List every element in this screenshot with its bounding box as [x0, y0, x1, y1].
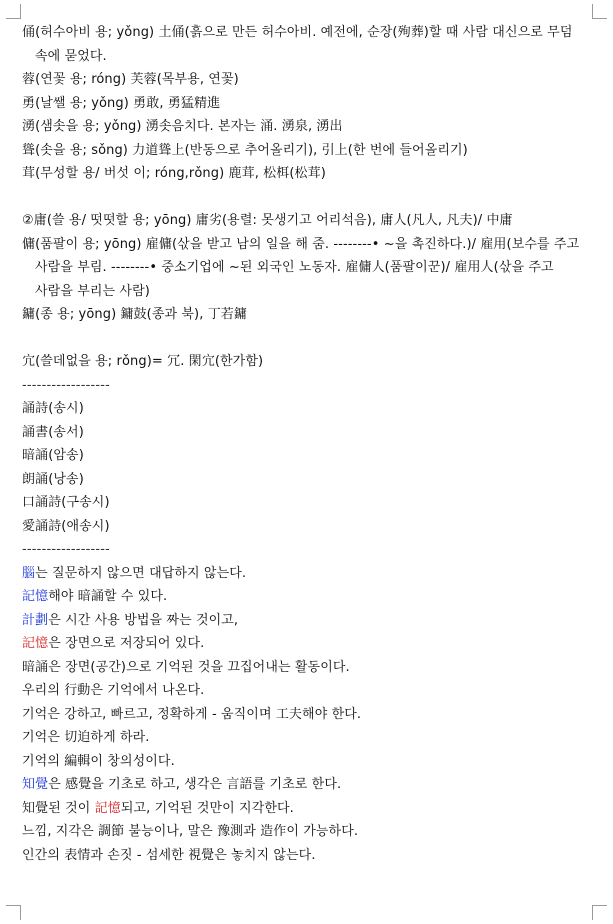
text-run: 기억의 編輯이 창의성이다. — [22, 753, 175, 769]
paragraph — [22, 703, 590, 727]
text-run: 해야 暗誦할 수 있다. — [48, 589, 168, 604]
highlight-red: 記憶 — [22, 636, 49, 651]
text-run: 기억은 강하고, 빠르고, 정확하게 - 움직이며 工夫해야 한다. — [22, 706, 362, 722]
separator-line — [22, 374, 590, 398]
paragraph — [22, 303, 590, 327]
text-run: 鏞(종 용; yōng) 鏞鼓(종과 북), 丁若鏞 — [22, 307, 247, 322]
paragraph — [22, 21, 590, 68]
paragraph — [22, 679, 590, 703]
paragraph — [22, 421, 590, 445]
paragraph — [22, 750, 590, 774]
text-run: 되고, 기억된 것만이 지각한다. — [120, 800, 294, 816]
text-run: 誦書(송서) — [22, 424, 84, 440]
paragraph — [22, 656, 590, 680]
text-run: 은 시간 사용 방법을 짜는 것이고, — [48, 612, 239, 628]
text-run: 宂(쓸데없을 용; rǒng)= 冗. 閑宂(한가함) — [22, 354, 264, 369]
text-run: 勇(날쌜 용; yǒng) 勇敢, 勇猛精進 — [22, 95, 221, 111]
crop-mark-top-left — [6, 4, 21, 19]
paragraph — [22, 209, 590, 233]
highlight-blue: 記憶 — [22, 589, 49, 604]
highlight-blue: 腦 — [22, 565, 36, 581]
highlight-blue: 計劃 — [22, 612, 49, 628]
text-run: 知覺된 것이 — [22, 800, 95, 816]
text-run: 傭(품팔이 용; yōng) 雇傭(삯을 받고 남의 일을 해 줌. --------• ~을 촉진하다.)/ 雇用(보수를 주고 사람을 부림. --------• 중소기업에 ~된 외국인 노동자. 雇傭人(품팔이꾼)/ 雇用人(삯을 주고 사람을 부리는 사람) — [22, 236, 580, 299]
paragraph — [22, 233, 590, 304]
text-run: ------------------ — [22, 542, 111, 557]
paragraph — [22, 820, 590, 844]
paragraph — [22, 515, 590, 539]
crop-mark-bottom-left — [6, 905, 21, 920]
paragraph — [22, 491, 590, 515]
text-run: 暗誦은 장면(공간)으로 기억된 것을 끄집어내는 활동이다. — [22, 659, 350, 675]
crop-mark-top-right — [592, 4, 607, 19]
paragraph — [22, 726, 590, 750]
paragraph — [22, 844, 590, 868]
paragraph — [22, 350, 590, 374]
text-run: 기억은 切迫하게 하라. — [22, 730, 150, 745]
paragraph — [22, 632, 590, 656]
text-run: 茸(무성할 용/ 버섯 이; róng,rǒng) 鹿茸, 松栮(松茸) — [22, 166, 326, 181]
highlight-red: 記憶 — [94, 800, 121, 816]
text-run: 는 질문하지 않으면 대답하지 않는다. — [35, 565, 247, 581]
paragraph — [22, 609, 590, 633]
text-run: 느낌, 지각은 調節 불능이나, 말은 豫測과 造作이 가능하다. — [22, 824, 359, 839]
text-run: 愛誦詩(애송시) — [22, 518, 110, 534]
paragraph — [22, 773, 590, 797]
paragraph — [22, 562, 590, 586]
blank-line — [22, 327, 590, 351]
text-run: 朗誦(낭송) — [22, 471, 84, 487]
paragraph — [22, 585, 590, 609]
document-body[interactable] — [22, 21, 590, 867]
text-run: 聳(솟을 용; sǒng) 力道聳上(반동으로 추어올리기), 引上(한 번에 들어올리기) — [22, 142, 468, 158]
paragraph — [22, 162, 590, 186]
text-run: 口誦詩(구송시) — [22, 495, 110, 510]
text-run: 우리의 行動은 기억에서 나온다. — [22, 683, 205, 698]
paragraph — [22, 397, 590, 421]
text-run: 은 感覺을 기초로 하고, 생각은 言語를 기초로 한다. — [48, 777, 342, 792]
paragraph — [22, 444, 590, 468]
text-run: 인간의 表情과 손짓 - 섬세한 視覺은 놓치지 않는다. — [22, 847, 316, 863]
crop-mark-bottom-right — [592, 905, 607, 920]
paragraph — [22, 92, 590, 116]
text-run: 俑(허수아비 용; yǒng) 土俑(흙으로 만든 허수아비. 예전에, 순장(殉葬)할 때 사람 대신으로 무덤 속에 묻었다. — [22, 25, 573, 64]
text-run: 暗誦(암송) — [22, 448, 84, 463]
text-run: ②庸(쓸 용/ 떳떳할 용; yōng) 庸劣(용렬: 못생기고 어리석음), 庸人(凡人, 凡夫)/ 中庸 — [22, 213, 513, 228]
paragraph — [22, 797, 590, 821]
text-run: 湧(샘솟을 용; yǒng) 湧솟음치다. 본자는 涌. 湧泉, 湧出 — [22, 119, 343, 134]
paragraph — [22, 115, 590, 139]
paragraph — [22, 468, 590, 492]
text-run: 은 장면으로 저장되어 있다. — [48, 636, 205, 651]
text-run: ------------------ — [22, 377, 111, 393]
blank-line — [22, 186, 590, 210]
paragraph — [22, 68, 590, 92]
text-run: 蓉(연꽃 용; róng) 芙蓉(목부용, 연꽃) — [22, 72, 239, 87]
separator-line — [22, 538, 590, 562]
highlight-blue: 知覺 — [22, 777, 49, 792]
text-run: 誦詩(송시) — [22, 401, 84, 416]
paragraph — [22, 139, 590, 163]
